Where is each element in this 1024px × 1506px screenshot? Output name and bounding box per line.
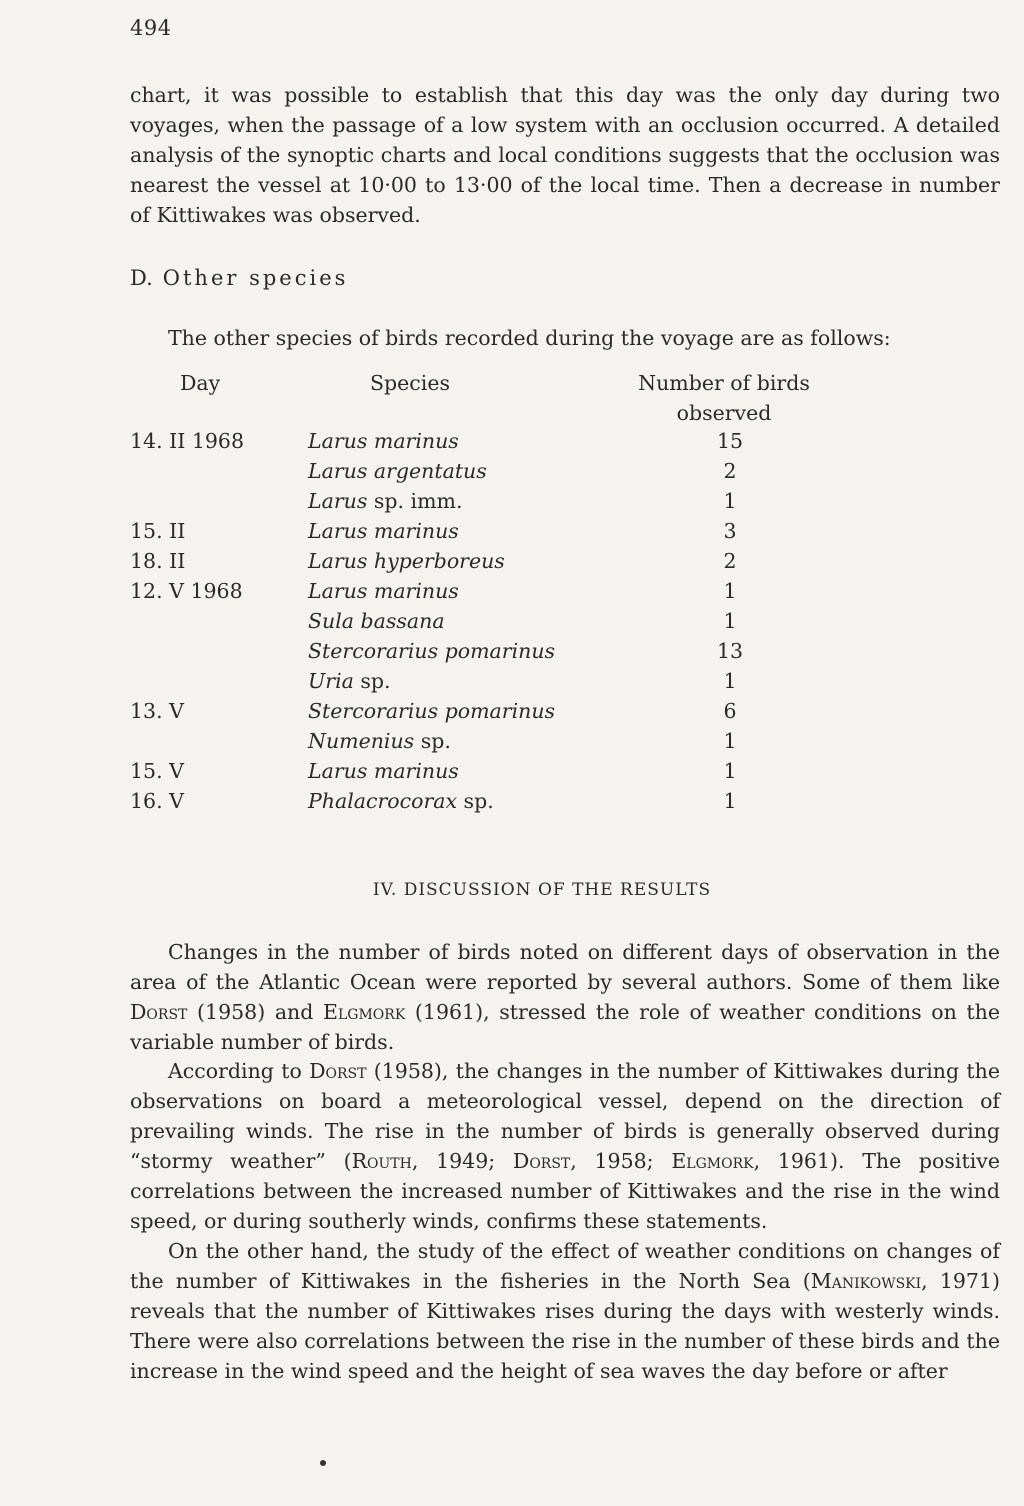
cell-day: 18. II: [130, 549, 186, 573]
cell-day: 14. II 1968: [130, 429, 245, 453]
cell-day: 16. V: [130, 789, 184, 813]
cell-species: [308, 546, 505, 576]
cell-count: 1: [723, 759, 737, 783]
subsection-letter: D.: [130, 266, 153, 290]
cell-day: 12. V 1968: [130, 579, 243, 603]
author-manikowski: Manikowski: [810, 1269, 922, 1293]
discussion-paragraph-3: On the other hand, the study of the effect of weather conditions on changes of the number of Kittiwakes in the fisheries in the North Sea (Manikowski, 1971) reveals that the number of Kittiwakes rises during the days with westerly winds. There were also correlations between the rise in the number of these birds and the increase in the wind speed and the height of sea waves the day before or after: [130, 1239, 1000, 1383]
cell-count: 1: [723, 669, 737, 693]
cell-count: 13: [716, 639, 744, 663]
table-row: [130, 726, 1000, 756]
header-day: Day: [180, 371, 221, 395]
species-name: Larus: [308, 489, 368, 513]
cell-species: [308, 696, 555, 726]
cell-count: 15: [716, 429, 744, 453]
table-row: [130, 456, 1000, 486]
species-name: Larus argentatus: [308, 459, 487, 483]
table-row: [130, 696, 1000, 726]
page-number: 494: [130, 16, 172, 40]
species-name: Uria: [308, 669, 354, 693]
species-qualifier: sp. imm.: [367, 489, 463, 513]
cell-count: 1: [723, 489, 737, 513]
header-species: Species: [370, 371, 450, 395]
species-qualifier: sp.: [353, 669, 391, 693]
table-row: [130, 666, 1000, 696]
table-row: [130, 516, 1000, 546]
cell-count: 1: [723, 789, 737, 813]
subsection-title: Other species: [162, 266, 349, 290]
cell-species: [308, 516, 459, 546]
species-name: Larus marinus: [308, 579, 459, 603]
species-qualifier: sp.: [457, 789, 494, 813]
author-dorst: Dorst: [512, 1149, 571, 1173]
cell-species: [308, 786, 494, 816]
subsection-heading: [130, 266, 348, 290]
intro-paragraph: chart, it was possible to establish that this day was the only day during two voyages, when the passage of a low system with an occlusion occurred. A detailed analysis of the synoptic charts and local conditions suggests that the occlusion was nearest the vessel at 10·00 to 13·00 of the local time. Then a decrease in number of Kittiwakes was observed.: [130, 83, 1000, 227]
section-title: IV. DISCUSSION OF THE RESULTS: [372, 880, 712, 900]
cell-species: [308, 456, 487, 486]
ink-speck: [320, 1460, 326, 1466]
species-name: Larus marinus: [308, 759, 459, 783]
species-qualifier: sp.: [414, 729, 451, 753]
cell-count: 3: [723, 519, 737, 543]
author-elgmork: Elgmork: [323, 1000, 406, 1024]
cell-count: 1: [723, 579, 737, 603]
header-number-line2: observed: [676, 401, 772, 425]
table-row: [130, 756, 1000, 786]
table-row: [130, 426, 1000, 456]
cell-species: [308, 576, 459, 606]
table-row: [130, 786, 1000, 816]
cell-count: 6: [723, 699, 737, 723]
other-species-intro: The other species of birds recorded during the voyage are as follows:: [168, 326, 891, 350]
author-elgmork: Elgmork: [671, 1149, 754, 1173]
cell-count: 1: [723, 729, 737, 753]
author-dorst: Dorst: [130, 1000, 188, 1024]
cell-species: [308, 426, 459, 456]
species-name: Larus marinus: [308, 429, 459, 453]
cell-day: 15. II: [130, 519, 186, 543]
table-row: [130, 486, 1000, 516]
cell-species: [308, 666, 391, 696]
author-dorst: Dorst: [309, 1059, 367, 1083]
species-name: Phalacrocorax: [308, 789, 458, 813]
table-row: [130, 546, 1000, 576]
discussion-paragraph-1: Changes in the number of birds noted on different days of observation in the area of the Atlantic Ocean were reported by several authors. Some of them like Dorst (1958) and Elgmork (1961), stressed the role of weather conditions on the variable number of birds.: [130, 940, 1001, 1054]
cell-species: [308, 606, 445, 636]
species-name: Numenius: [308, 729, 415, 753]
species-name: Larus marinus: [308, 519, 459, 543]
species-name: Larus hyperboreus: [308, 549, 505, 573]
table-rows: [130, 426, 1000, 816]
table-row: [130, 576, 1000, 606]
author-routh: Routh: [351, 1149, 412, 1173]
cell-species: [308, 486, 463, 516]
cell-count: 2: [723, 459, 737, 483]
species-name: Stercorarius pomarinus: [308, 639, 556, 663]
cell-count: 1: [723, 609, 737, 633]
cell-species: [308, 636, 555, 666]
header-number-line1: Number of birds: [638, 371, 810, 395]
cell-day: 15. V: [130, 759, 184, 783]
cell-day: 13. V: [130, 699, 184, 723]
cell-count: 2: [723, 549, 737, 573]
species-name: Sula bassana: [308, 609, 445, 633]
header-number: [624, 368, 824, 428]
table-row: [130, 606, 1000, 636]
table-row: [130, 636, 1000, 666]
species-name: Stercorarius pomarinus: [308, 699, 556, 723]
cell-species: [308, 726, 451, 756]
discussion-paragraph-2: According to Dorst (1958), the changes in the number of Kittiwakes during the observations on board a meteorological vessel, depend on the direction of prevailing winds. The rise in the number of birds is generally observed during “stormy weather” (Routh, 1949; Dorst, 1958; Elgmork, 1961). The positive correlations between the increased number of Kittiwakes and the rise in the wind speed, or during southerly winds, confirms these statements.: [130, 1059, 1000, 1233]
cell-species: [308, 756, 459, 786]
